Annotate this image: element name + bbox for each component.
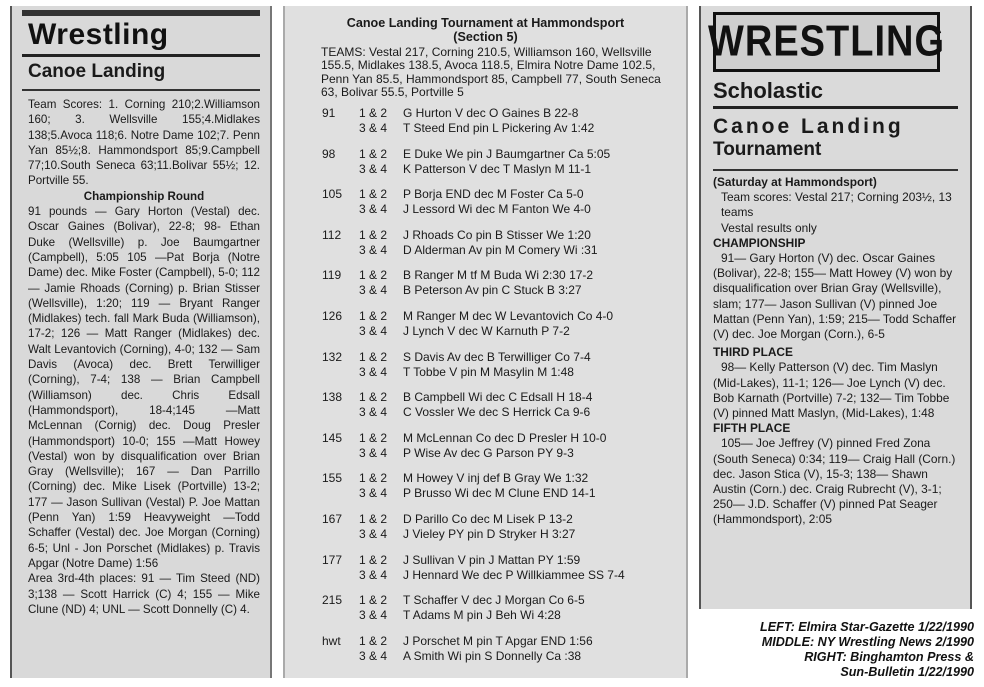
result-text: J Vieley PY pin D Stryker H 3:27	[403, 526, 576, 541]
placing-label: 3 & 4	[359, 202, 388, 217]
weight-label: 126	[322, 308, 343, 323]
weight-label: 138	[322, 390, 343, 405]
result-text: T Schaffer V dec J Morgan Co 6-5	[403, 593, 585, 608]
weight-class-row	[285, 390, 686, 431]
right-title-line-2: Tournament	[713, 139, 822, 160]
placing-label: 1 & 2	[359, 552, 388, 567]
team-scores-paragraph: Team Scores: 1. Corning 210;2.Williamson 160; 3. Wellsville 155;4.Midlakes 138;5.Avoca 118;6. Notre Dame 102;7. Penn Yan 85½;8. Hammondsport 85;9.Campbell 77;10.South Seneca 63;11.Bolivar 55½; 12. Portville 55.	[28, 98, 260, 188]
placing-label: 1 & 2	[359, 146, 388, 161]
weight-label: 215	[322, 593, 343, 608]
placing-label: 3 & 4	[359, 283, 388, 298]
placing-label: 3 & 4	[359, 445, 388, 460]
weight-class-row	[285, 593, 686, 634]
result-text: P Brusso Wi dec M Clune END 14-1	[403, 486, 596, 501]
result-text: T Tobbe V pin M Masylin M 1:48	[403, 364, 574, 379]
placing-label: 3 & 4	[359, 242, 388, 257]
weight-label: 119	[322, 268, 342, 283]
weight-class-row	[285, 553, 686, 594]
result-text: A Smith Wi pin S Donnelly Ca :38	[403, 648, 582, 663]
middle-title-line-2: (Section 5)	[453, 30, 518, 44]
placing-label: 3 & 4	[359, 323, 388, 338]
placing-label: 3 & 4	[359, 526, 388, 541]
weight-label: 177	[322, 552, 343, 567]
wrestling-logo	[708, 12, 945, 72]
result-text: P Wise Av dec G Parson PY 9-3	[403, 445, 574, 460]
weight-class-row	[285, 512, 686, 553]
left-clipping	[10, 6, 272, 678]
placing-label: 1 & 2	[359, 511, 388, 526]
weight-class-row	[285, 147, 686, 188]
result-text: G Hurton V dec O Gaines B 22-8	[403, 106, 579, 120]
placing-label: 1 & 2	[359, 593, 388, 608]
result-text: M McLennan Co dec D Presler H 10-0	[403, 430, 607, 445]
championship-paragraph: 91 pounds — Gary Horton (Vestal) dec. Oscar Gaines (Bolivar), 22-8; 98- Ethan Duke (Wellsville) p. Joe Baumgartner (Campbell), 5:05 105 —Pat Borja (Notre Dame) dec. Mike Foster (Campbell), 5-0; 112 — Jamie Rhoads (Corning) p. Brian Stisser (Wellsville), 1:20; 119 — Bryant Ranger (Midlakes) tech. fall Mark Buda (Williamson), 17-2; 126 — Matt Ranger (Midlakes) dec. Walt Levantovich (Corning), 4-0; 132 — Sam Davis (Avoca) dec. Brett Terwilliger (Corning), 7-4; 138 — Brian Campbell (Williamson) dec. Chris Edsall (Hammondsport), 18-4;145 —Matt McLennan (Cornig) dec. Doug Presler (Hammondsport) 10-0; 155 —Matt Howey (Vestal) won by disqualification over Brian Gray (Wellsville); 167 — Dan Parrillo (Corning) dec. Mike Lisek (Portville) 13-2; 177 — Jason Sullivan (Vestal) P. Joe Mattan (Penn Yan) 1:59 Heavyweight —Todd Schaffer (Vestal) dec. Joe Morgan (Corning) 6-5; Unl - Jon Porschet (Midlakes) p. Travis Apgar (Notre Dame) 1:56	[28, 205, 260, 570]
weight-class-row	[285, 106, 686, 147]
caption-line-2: MIDDLE: NY Wrestling News 2/1990	[761, 635, 974, 649]
result-text: D Alderman Av pin M Comery Wi :31	[403, 242, 598, 257]
placing-label: 3 & 4	[359, 486, 388, 501]
weight-label: 105	[322, 187, 343, 202]
weight-label: hwt	[322, 633, 341, 648]
placing-label: 3 & 4	[359, 405, 388, 420]
weight-label: 91	[322, 106, 336, 120]
right-title-line-1: Canoe Landing	[713, 115, 904, 138]
result-text: M Ranger M dec W Levantovich Co 4-0	[403, 308, 614, 323]
caption-line-3: RIGHT: Binghamton Press &	[804, 650, 974, 664]
weight-class-row	[285, 634, 686, 675]
placing-label: 3 & 4	[359, 364, 388, 379]
weight-label: 167	[322, 511, 343, 526]
weight-label: 112	[322, 227, 342, 242]
right-article-body	[701, 175, 970, 528]
weight-class-row	[285, 268, 686, 309]
area-places-paragraph: Area 3rd-4th places: 91 — Tim Steed (ND) 3;138 — Scott Harrick (C) 4; 155 — Mike Clune (ND) 4; UNL — Scott Donnelly (C) 4.	[28, 572, 260, 616]
result-text: J Lessord Wi dec M Fanton We 4-0	[403, 202, 591, 217]
placing-label: 1 & 2	[359, 471, 388, 486]
weight-class-row	[285, 228, 686, 269]
result-text: J Hennard We dec P Willkiammee SS 7-4	[403, 567, 625, 582]
result-text: C Vossler We dec S Herrick Ca 9-6	[403, 405, 591, 420]
section-heading: Scholastic	[713, 78, 824, 103]
weight-class-row	[285, 471, 686, 512]
weight-label: 132	[322, 349, 343, 364]
header-rule	[22, 54, 260, 57]
middle-title	[285, 6, 686, 44]
results-table	[285, 106, 686, 674]
placing-label: 1 & 2	[359, 187, 388, 202]
result-text: J Sullivan V pin J Mattan PY 1:59	[403, 552, 581, 567]
placing-label: 1 & 2	[359, 106, 388, 120]
logo-text: WRESTLING	[708, 17, 945, 66]
third-place-label: THIRD PLACE	[713, 345, 793, 360]
placing-label: 1 & 2	[359, 227, 388, 242]
placing-label: 1 & 2	[359, 390, 388, 405]
weight-label: 145	[322, 430, 343, 445]
placing-label: 1 & 2	[359, 430, 388, 445]
caption-line-4: Sun-Bulletin 1/22/1990	[840, 665, 974, 679]
championship-label: CHAMPIONSHIP	[713, 235, 806, 250]
middle-clipping	[283, 6, 688, 678]
vestal-only-note: Vestal results only	[721, 220, 817, 235]
result-text: J Porschet M pin T Apgar END 1:56	[403, 633, 593, 648]
weight-class-row	[285, 431, 686, 472]
result-text: S Davis Av dec B Terwilliger Co 7-4	[403, 349, 591, 364]
section-rule	[713, 106, 958, 109]
placing-label: 1 & 2	[359, 268, 388, 283]
placing-label: 1 & 2	[359, 349, 388, 364]
title-rule	[713, 169, 958, 171]
result-text: J Rhoads Co pin B Stisser We 1:20	[403, 227, 591, 242]
result-text: T Steed End pin L Pickering Av 1:42	[403, 121, 595, 135]
placing-label: 3 & 4	[359, 121, 388, 135]
result-text: P Borja END dec M Foster Ca 5-0	[403, 187, 584, 202]
weight-label: 98	[322, 146, 336, 161]
result-text: J Lynch V dec W Karnuth P 7-2	[403, 323, 570, 338]
weight-label: 155	[322, 471, 343, 486]
team-scores: Team scores: Vestal 217; Corning 203½, 13 teams	[721, 190, 952, 220]
result-text: B Campbell Wi dec C Edsall H 18-4	[403, 390, 593, 405]
result-text: K Patterson V dec T Maslyn M 11-1	[403, 161, 592, 176]
placing-label: 3 & 4	[359, 567, 388, 582]
placing-label: 3 & 4	[359, 608, 388, 623]
result-text: D Parillo Co dec M Lisek P 13-2	[403, 511, 573, 526]
weight-class-row	[285, 350, 686, 391]
result-text: T Adams M pin J Beh Wi 4:28	[403, 608, 561, 623]
caption-line-1: LEFT: Elmira Star-Gazette 1/22/1990	[760, 620, 974, 634]
subheader-rule	[22, 89, 260, 91]
middle-title-line-1: Canoe Landing Tournament at Hammondsport	[346, 16, 625, 30]
left-header: Wrestling	[28, 18, 169, 51]
championship-text: 91— Gary Horton (V) dec. Oscar Gaines (Bolivar), 22-8; 155— Matt Howey (V) won by disqualification over Brian Gray (Wellsville), slam; 177— Jason Sullivan (V) pinned Joe Mattan (Penn Yan), 1:59; 215— Todd Schaffer (V) dec. Joe Morgan (Corn.), 6-5	[713, 251, 957, 342]
left-article-body	[12, 97, 270, 617]
fifth-place-text: 105— Joe Jeffrey (V) pinned Fred Zona (South Seneca) 0:34; 119— Craig Hall (Corn.) dec. Jason Stica (V), 15-3; 138— Shawn Austin (Corn.) dec. Craig Rubrecht (V), 3-1; 250— J.D. Schaffer (V) pinned Pat Seager (Hammondsport), 2:05	[713, 436, 956, 527]
source-caption	[760, 620, 974, 680]
result-text: B Peterson Av pin C Stuck B 3:27	[403, 283, 582, 298]
placing-label: 3 & 4	[359, 648, 388, 663]
placing-label: 1 & 2	[359, 633, 388, 648]
result-text: B Ranger M tf M Buda Wi 2:30 17-2	[403, 268, 594, 283]
middle-teams: TEAMS: Vestal 217, Corning 210.5, Williamson 160, Wellsville 155.5, Midlakes 138.5, Avoca 118.5, Elmira Notre Dame 102.5, Penn Yan 85.5, Hammondsport 85, Campbell 77, South Seneca 63, Bolivar 55.5, Portville 5	[321, 45, 661, 100]
result-text: M Howey V inj def B Gray We 1:32	[403, 471, 589, 486]
weight-class-row	[285, 187, 686, 228]
championship-heading: Championship Round	[83, 189, 205, 203]
placing-label: 3 & 4	[359, 161, 388, 176]
placing-label: 1 & 2	[359, 308, 388, 323]
result-text: E Duke We pin J Baumgartner Ca 5:05	[403, 146, 611, 161]
third-place-text: 98— Kelly Patterson (V) dec. Tim Maslyn (Mid-Lakes), 11-1; 126— Joe Lynch (V) dec. Bob Karnath (Portville) 7-2; 132— Tim Tobbe (V) pinned Matt Maslyn, (Mid-Lakes), 1:48	[713, 360, 950, 421]
left-subheader: Canoe Landing	[28, 61, 166, 82]
weight-class-row	[285, 309, 686, 350]
fifth-place-label: FIFTH PLACE	[713, 421, 791, 436]
dateline: (Saturday at Hammondsport)	[713, 175, 877, 189]
right-clipping	[699, 6, 972, 609]
